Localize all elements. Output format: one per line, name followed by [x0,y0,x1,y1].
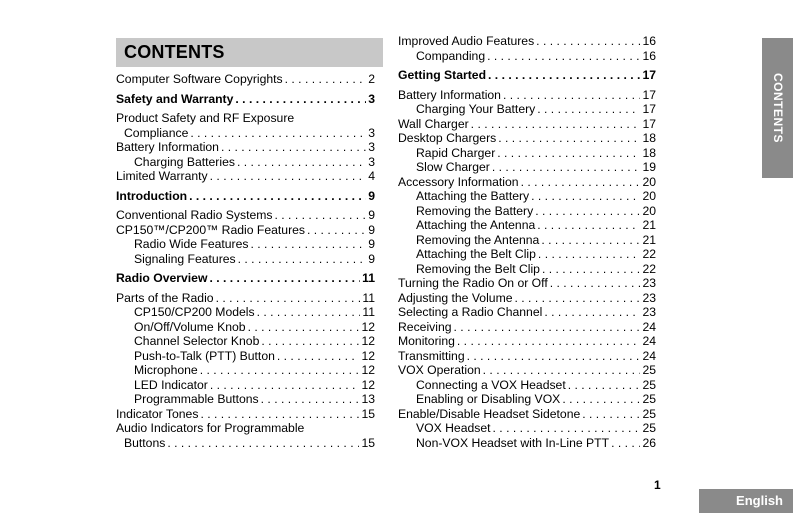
toc-entry[interactable] [116,421,375,436]
toc-entry-page: 3 [368,140,375,154]
toc-entry-title: Enabling or Disabling VOX [416,392,561,406]
toc-entry-page: 24 [642,319,656,334]
toc-entry[interactable] [116,237,375,252]
toc-leader-dots [537,102,640,117]
toc-leader-dots [503,88,640,103]
toc-entry-title: Push-to-Talk (PTT) Button [134,348,275,363]
toc-entry-page: 12 [361,377,375,392]
toc-entry-title: LED Indicator [134,377,208,392]
toc-entry[interactable] [398,88,656,103]
toc-entry-page: 25 [642,392,656,406]
toc-entry-page: 11 [362,271,375,285]
toc-entry-title: Receiving [398,319,452,334]
toc-entry-page: 20 [642,189,656,203]
toc-leader-dots [307,223,366,238]
toc-entry-title: Non-VOX Headset with In-Line PTT [416,435,610,450]
toc-entry-title: CP150/CP200 Models [134,305,255,319]
toc-entry-title: CP150™/CP200™ Radio Features [116,222,306,237]
toc-entry-page: 23 [642,276,656,290]
toc-entry-title: Slow Charger [416,160,490,174]
toc-leader-dots [209,271,360,286]
toc-entry-page: 9 [368,222,375,237]
toc-entry-title: Compliance [124,125,189,140]
toc-leader-dots [611,436,640,451]
toc-entry[interactable] [398,233,656,248]
toc-entry[interactable] [116,92,375,107]
toc-entry[interactable] [116,252,375,267]
toc-entry-title: Removing the Belt Clip [416,261,540,276]
toc-entry-title: Turning the Radio On or Off [398,276,548,290]
toc-leader-dots [536,34,640,49]
toc-entry[interactable] [116,334,375,349]
contents-title: CONTENTS [124,42,225,62]
toc-entry-page: 12 [361,319,375,334]
toc-entry-page: 13 [361,392,375,406]
toc-entry-page: 15 [361,435,375,450]
toc-entry[interactable] [116,140,375,155]
toc-entry[interactable] [398,320,656,335]
toc-entry-title: Charging Your Battery [416,102,536,116]
toc-entry[interactable] [116,320,375,335]
toc-entry-title: Microphone [134,363,198,377]
toc-entry-title: Conventional Radio Systems [116,208,273,222]
toc-entry-title: Safety and Warranty [116,91,234,106]
toc-entry-page: 24 [642,348,656,363]
toc-leader-dots [221,140,366,155]
toc-leader-dots [497,146,640,161]
toc-right-column [398,34,656,450]
toc-entry[interactable] [398,102,656,117]
toc-entry[interactable] [398,305,656,320]
toc-entry-page: 19 [642,160,656,174]
toc-left-column [116,72,375,450]
toc-entry[interactable] [398,378,656,393]
toc-entry[interactable] [398,218,656,233]
toc-entry[interactable] [398,276,656,291]
toc-leader-dots [493,421,641,436]
toc-entry-title: Radio Overview [116,271,208,285]
toc-entry[interactable] [398,334,656,349]
toc-entry-page: 2 [368,72,375,86]
toc-entry-page: 15 [361,406,375,421]
toc-leader-dots [237,155,366,170]
contents-side-tab [762,38,793,178]
toc-entry-page: 12 [361,348,375,363]
toc-entry-page: 18 [642,145,656,160]
toc-leader-dots [542,262,640,277]
toc-leader-dots [568,378,641,393]
toc-entry-page: 9 [368,188,375,203]
toc-entry[interactable] [116,392,375,407]
toc-entry-title: Getting Started [398,68,487,82]
toc-leader-dots [582,407,640,422]
toc-entry-page: 21 [642,218,656,232]
toc-entry[interactable] [398,204,656,219]
toc-entry-title: Battery Information [116,140,219,154]
toc-entry[interactable] [116,169,375,184]
toc-entry[interactable] [116,407,375,422]
toc-entry-page: 17 [642,102,656,116]
toc-entry[interactable] [116,305,375,320]
toc-entry-title: Accessory Information [398,174,519,189]
toc-entry[interactable] [116,436,375,451]
toc-entry-title: Removing the Antenna [416,232,540,247]
toc-entry-page: 4 [368,169,375,183]
toc-entry-page: 24 [642,334,656,348]
toc-entry[interactable] [116,223,375,238]
toc-entry-title: Charging Batteries [134,154,235,169]
toc-entry[interactable] [398,291,656,306]
toc-entry-page: 25 [642,377,656,392]
toc-leader-dots [189,189,366,204]
toc-entry[interactable] [398,436,656,451]
toc-entry-page: 16 [642,34,656,48]
page-number: 1 [654,478,661,492]
toc-leader-dots [535,204,640,219]
toc-entry[interactable] [116,271,375,286]
toc-leader-dots [261,334,359,349]
toc-leader-dots [487,49,640,64]
language-tab: English [699,489,793,513]
toc-entry-title: Introduction [116,188,188,203]
toc-entry[interactable] [116,208,375,223]
toc-leader-dots [483,363,641,378]
toc-entry-title: Improved Audio Features [398,34,535,48]
toc-entry-title: Companding [416,48,486,63]
toc-entry[interactable] [398,146,656,161]
toc-entry-title: Selecting a Radio Channel [398,305,543,319]
toc-entry-title: Wall Charger [398,116,469,131]
toc-entry-title: Programmable Buttons [134,392,259,406]
toc-entry-page: 3 [368,154,375,169]
toc-entry-title: Channel Selector Knob [134,334,260,348]
toc-entry[interactable] [116,363,375,378]
toc-entry[interactable] [116,126,375,141]
toc-entry-title: On/Off/Volume Knob [134,319,246,334]
contents-header [116,38,383,67]
toc-leader-dots [248,320,360,335]
toc-entry[interactable] [398,49,656,64]
toc-leader-dots [467,349,641,364]
toc-entry[interactable] [398,407,656,422]
toc-entry-page: 3 [368,91,375,106]
toc-leader-dots [200,363,360,378]
toc-entry-page: 9 [368,251,375,266]
toc-leader-dots [261,392,360,407]
toc-entry-page: 25 [642,421,656,435]
toc-entry-page: 25 [642,406,656,421]
toc-entry-page: 11 [362,305,375,319]
toc-entry-page: 3 [368,125,375,140]
toc-entry-title: Connecting a VOX Headset [416,377,566,392]
toc-entry-page: 25 [642,363,656,377]
toc-entry-title: VOX Operation [398,363,481,377]
toc-leader-dots [257,305,361,320]
toc-leader-dots [515,291,641,306]
toc-entry-page: 12 [361,334,375,348]
toc-entry-page: 18 [642,131,656,145]
toc-entry[interactable] [398,34,656,49]
toc-entry-page: 23 [642,290,656,305]
toc-entry-title: Audio Indicators for Programmable [116,421,305,435]
toc-leader-dots [190,126,366,141]
toc-entry-title: Monitoring [398,334,455,348]
toc-leader-dots [210,378,360,393]
toc-entry[interactable] [116,155,375,170]
toc-entry-title: Limited Warranty [116,169,208,183]
toc-entry[interactable] [116,291,375,306]
toc-entry-title: Rapid Charger [416,145,496,160]
toc-entry-page: 16 [642,48,656,63]
toc-entry-page: 9 [368,237,375,251]
toc-entry[interactable] [398,68,656,83]
toc-entry-title: Parts of the Radio [116,290,214,305]
toc-leader-dots [498,131,640,146]
toc-leader-dots [457,334,641,349]
side-tab-label: CONTENTS [770,73,785,143]
toc-entry[interactable] [116,189,375,204]
toc-leader-dots [531,189,640,204]
toc-entry-title: Buttons [124,435,166,450]
toc-leader-dots [275,208,367,223]
toc-entry[interactable] [116,378,375,393]
toc-leader-dots [238,252,367,267]
toc-entry-title: Signaling Features [134,251,236,266]
toc-entry[interactable] [398,363,656,378]
toc-entry-title: Attaching the Belt Clip [416,247,536,261]
toc-entry-title: Radio Wide Features [134,237,249,251]
toc-leader-dots [492,160,641,175]
toc-entry-page: 11 [362,290,375,305]
toc-entry[interactable] [398,131,656,146]
toc-entry-title: Product Safety and RF Exposure [116,111,295,125]
toc-entry-page: 12 [361,363,375,377]
toc-entry-page: 17 [642,87,656,102]
toc-leader-dots [216,291,361,306]
toc-leader-dots [250,237,366,252]
toc-entry-page: 9 [368,208,375,222]
toc-leader-dots [235,92,366,107]
toc-entry-page: 17 [642,116,656,131]
toc-entry-page: 22 [642,261,656,276]
toc-entry-page: 20 [642,203,656,218]
toc-entry-page: 17 [642,68,656,82]
toc-entry[interactable] [398,247,656,262]
toc-entry[interactable] [116,72,375,87]
toc-entry[interactable] [116,349,375,364]
toc-entry-page: 22 [642,247,656,261]
toc-entry-title: Computer Software Copyrights [116,72,283,86]
toc-entry-title: Attaching the Battery [416,189,530,203]
toc-leader-dots [537,218,640,233]
toc-entry-title: Adjusting the Volume [398,290,513,305]
toc-leader-dots [562,392,640,407]
toc-leader-dots [550,276,641,291]
toc-leader-dots [471,117,641,132]
toc-leader-dots [538,247,641,262]
toc-entry-title: Desktop Chargers [398,131,497,145]
toc-entry-title: Attaching the Antenna [416,218,536,232]
toc-entry[interactable] [116,111,375,126]
toc-entry-page: 26 [642,435,656,450]
toc-entry[interactable] [398,349,656,364]
toc-leader-dots [210,169,367,184]
toc-leader-dots [200,407,359,422]
toc-entry[interactable] [398,175,656,190]
toc-leader-dots [277,349,360,364]
toc-leader-dots [521,175,641,190]
toc-entry-title: Indicator Tones [116,406,199,421]
toc-leader-dots [285,72,367,87]
toc-leader-dots [454,320,641,335]
toc-entry-page: 20 [642,174,656,189]
toc-entry-page: 23 [642,305,656,319]
toc-leader-dots [541,233,640,248]
toc-entry-page: 21 [642,232,656,247]
toc-entry-title: Transmitting [398,348,465,363]
toc-entry[interactable] [398,117,656,132]
toc-entry-title: Battery Information [398,87,501,102]
toc-leader-dots [488,68,640,83]
toc-entry[interactable] [398,392,656,407]
toc-entry[interactable] [398,189,656,204]
toc-entry[interactable] [398,160,656,175]
toc-entry[interactable] [398,421,656,436]
toc-entry-title: Removing the Battery [416,203,534,218]
toc-leader-dots [167,436,359,451]
toc-leader-dots [544,305,640,320]
toc-entry-title: Enable/Disable Headset Sidetone [398,406,581,421]
toc-entry[interactable] [398,262,656,277]
toc-entry-title: VOX Headset [416,421,491,435]
